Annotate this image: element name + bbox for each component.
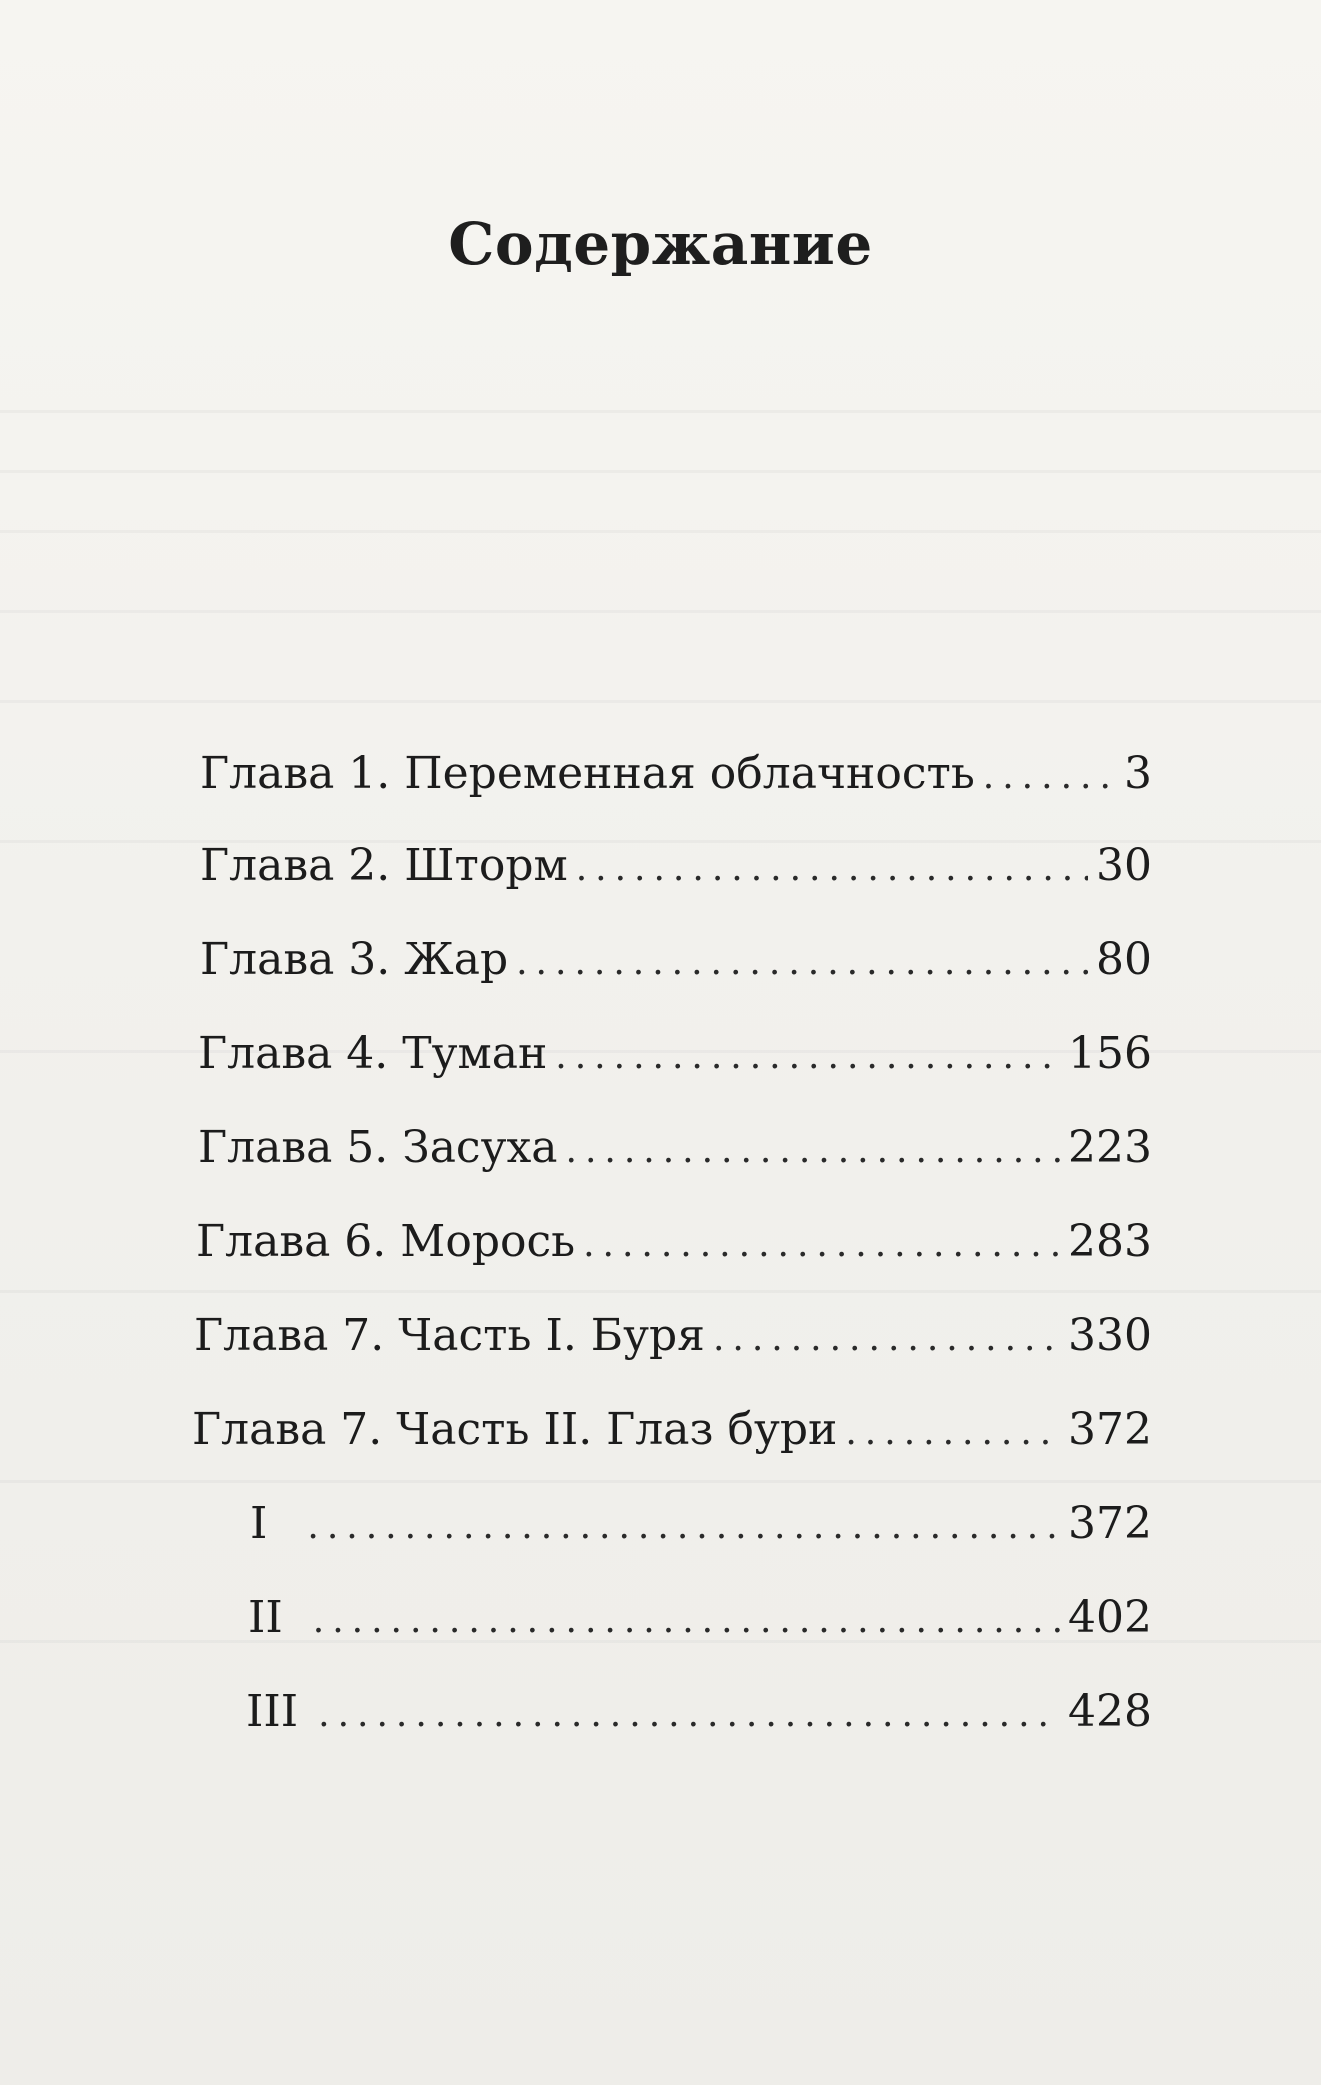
toc-entry-section-i[interactable] <box>250 1498 1152 1549</box>
toc-entry-label: Глава 5. Засуха <box>198 1122 558 1173</box>
toc-entry-page: 223 <box>1068 1122 1152 1173</box>
toc-entry-page: 283 <box>1068 1216 1152 1267</box>
toc-entry-page: 372 <box>1068 1498 1152 1549</box>
toc-entry-label: Глава 2. Шторм <box>200 840 568 891</box>
dot-leader <box>713 1318 1060 1359</box>
dot-leader <box>983 756 1116 797</box>
dot-leader <box>516 942 1088 983</box>
toc-entry-chapter-7-part-2[interactable] <box>192 1404 1152 1455</box>
dot-leader <box>318 1694 1060 1735</box>
dot-leader <box>583 1224 1060 1265</box>
dot-leader <box>555 1036 1060 1077</box>
toc-entry-chapter-2[interactable] <box>200 840 1152 891</box>
toc-entry-label: Глава 4. Туман <box>198 1028 548 1079</box>
toc-entry-label: I <box>250 1498 268 1549</box>
toc-entry-label: Глава 7. Часть I. Буря <box>194 1310 705 1361</box>
toc-entry-page: 80 <box>1096 934 1152 985</box>
toc-entry-label: Глава 3. Жар <box>200 934 509 985</box>
toc-entry-label: Глава 6. Морось <box>196 1216 576 1267</box>
toc-entry-chapter-5[interactable] <box>198 1122 1152 1173</box>
toc-entry-section-iii[interactable] <box>246 1686 1152 1737</box>
toc-entry-page: 3 <box>1124 748 1152 799</box>
toc-entry-label: Глава 1. Переменная облачность <box>200 748 975 799</box>
dot-leader <box>566 1130 1061 1171</box>
dot-leader <box>307 1506 1060 1547</box>
toc-entry-page: 330 <box>1068 1310 1152 1361</box>
dot-leader <box>576 848 1088 889</box>
page-title: Содержание <box>448 210 873 278</box>
toc-entry-chapter-1[interactable] <box>200 748 1152 799</box>
toc-entry-section-ii[interactable] <box>248 1592 1152 1643</box>
toc-entry-chapter-6[interactable] <box>196 1216 1152 1267</box>
toc-entry-label: Глава 7. Часть II. Глаз бури <box>192 1404 838 1455</box>
toc-entry-chapter-4[interactable] <box>198 1028 1152 1079</box>
toc-entry-page: 156 <box>1068 1028 1152 1079</box>
toc-entry-page: 30 <box>1096 840 1152 891</box>
toc-entry-page: 372 <box>1068 1404 1152 1455</box>
toc-entry-chapter-7-part-1[interactable] <box>194 1310 1152 1361</box>
toc-entry-label: II <box>248 1592 283 1643</box>
dot-leader <box>313 1600 1060 1641</box>
toc-entry-chapter-3[interactable] <box>200 934 1152 985</box>
toc-entry-page: 402 <box>1068 1592 1152 1643</box>
toc-entry-page: 428 <box>1068 1686 1152 1737</box>
toc-entry-label: III <box>246 1686 299 1737</box>
dot-leader <box>845 1412 1060 1453</box>
